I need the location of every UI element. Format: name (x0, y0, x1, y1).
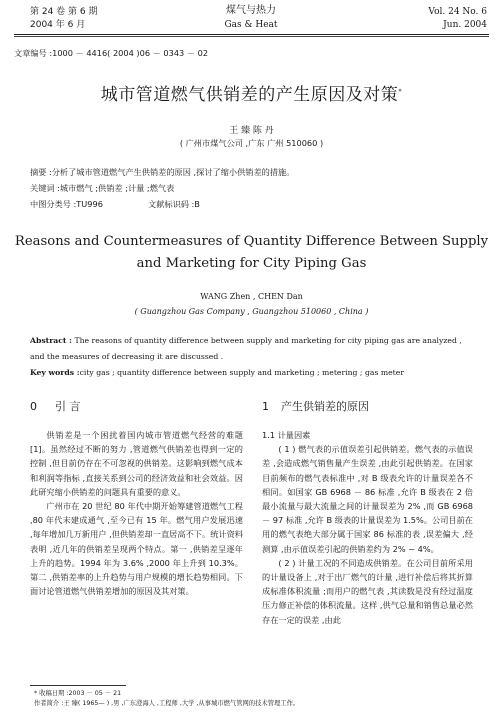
article-number: 文章编号 :1000 － 4416( 2004 )06 － 0343 － 02 (14, 48, 209, 58)
header-volume-cn: 第 24 卷 第 6 期 (30, 7, 98, 17)
title-footnote-mark: * (398, 87, 403, 96)
clc-number: 中图分类号 :TU996 (30, 199, 103, 209)
abstract-en-line1 (30, 336, 462, 345)
left-paragraph-1: 供销差是一个困扰着国内城市管道燃气经营的难题[1]。虽然经过不断的努力 ,管道燃气供销差也得到一定的控制 ,但目前仍存在不可忽视的供销差。这影响到燃气成本和利润等指标 ,直接关系到公司的经济效益和社会效益。因此研究缩小供销差的问题具有重要的意义。 (30, 430, 243, 497)
document-code: 文献标识码 :B (148, 199, 200, 209)
keywords-en-label: Key words : (30, 368, 80, 377)
header-rule-thin (14, 36, 489, 37)
keywords-en (30, 368, 404, 377)
right-subsection-title: 1.1 计量因素 (262, 430, 311, 440)
right-section-heading (262, 398, 369, 414)
left-section-heading (30, 398, 81, 414)
keywords-en-text: city gas ; quantity difference between supply and marketing ; metering ; gas meter (79, 368, 404, 377)
title-en-line2: and Marketing for City Piping Gas (136, 256, 367, 271)
left-paragraph-2: 广州市在 20 世纪 80 年代中期开始筹建管道燃气工程 ,80 年代末建成通气 ,至今已有 15 年。燃气用户发展迅速 ,每年增加几万新用户 ,但供销差却一直居高不下。统计资料表明 ,近几年的供销差呈现两个特点。第一 ,供销差呈逐年上升的趋势。1994 年为 3.6% ,2000 年上升到 10.3%。第二 ,供销差率的上升趋势与用户规模的增长趋势相同。下面讨论管道燃气供销差增加的原因及其对策。 (30, 501, 243, 597)
title-en-line1: Reasons and Countermeasures of Quantity Difference Between Supply (14, 234, 489, 249)
header-journal-en: Gas & Heat (224, 20, 278, 30)
right-paragraph-2: ( 2 ) 计量工况的不同造成供销差。在公司目前所采用的计量设备上 ,对于出厂燃气的计量 ,进行补偿后将其折算成标准体积流量 ;而用户的燃气表 ,其读数是没有经过温度压力修正补偿的体积流量。这样 ,供气总量和销售总量必然存在一定的误差 ,由此 (262, 557, 473, 625)
header-date-cn: 2004 年 6 月 (30, 20, 86, 30)
authors-en: WANG Zhen , CHEN Dan (200, 292, 303, 301)
right-section-number: 1 (262, 400, 269, 413)
abstract-cn: 摘要 :分析了城市管道燃气产生供销差的原因 ,探讨了缩小供销差的措施。 (30, 167, 295, 177)
keywords-cn: 关键词 :城市燃气 ;供销差 ;计量 ;燃气表 (30, 183, 175, 193)
footnote-author-bio: 作者简介 :王 臻( 1965— ) ,男 ,广东澄海人 ,工程师 ,大学 ,从事城市燃气管网的技术管理工作。 (34, 700, 300, 707)
authors-cn: 王 臻 陈 丹 (229, 126, 274, 136)
right-section-title: 产生供销差的原因 (281, 400, 369, 413)
abstract-en-text1: The reasons of quantity difference between supply and marketing for city piping gas are analyzed , (72, 336, 462, 345)
right-column-body (262, 428, 473, 627)
left-section-number: 0 (30, 400, 37, 413)
right-paragraph-1: ( 1 ) 燃气表的示值误差引起供销差。燃气表的示值误差 ,会造成燃气销售量产生误差 ,由此引起供销差。在国家目前频布的燃气表标准中 ,对 B 级表允许的计量误差各不相同。如国家 GB 6968 － 86 标准 ,允许 B 级表在 2 倍最小流量与最大流量之间的计量误差为 2% ,而 GB 6968 － 97 标准 ,允许 B 级表的计量误差为 1.5%。公司目前在用的燃气表绝大部分属于国家 86 标准的表 ,误差偏大 ,经测算 ,由示值误差引起的供销差约为 2% ~ 4%。 (262, 444, 473, 554)
left-column-body (30, 428, 243, 598)
header-volume-en: Vol. 24 No. 6 (428, 7, 487, 17)
header-date-en: Jun. 2004 (443, 20, 487, 30)
footnote-rule (30, 685, 126, 686)
affiliation-cn: ( 广州市煤气公司 ,广东 广州 510060 ) (179, 138, 324, 148)
affiliation-en: ( Guangzhou Gas Company , Guangzhou 510060 , China ) (134, 307, 369, 316)
abstract-en-label: Abstract : (30, 336, 72, 345)
title-cn (0, 80, 503, 105)
title-cn-text: 城市管道燃气供销差的产生原因及对策 (100, 85, 399, 105)
header-rule (14, 34, 489, 35)
footnote-received: * 收稿日期 :2003 － 05 － 21 (34, 690, 122, 697)
abstract-en-line2: and the measures of decreasing it are discussed . (30, 352, 224, 361)
left-section-title: 引 言 (55, 400, 81, 413)
header-journal-cn: 煤气与热力 (226, 5, 276, 16)
